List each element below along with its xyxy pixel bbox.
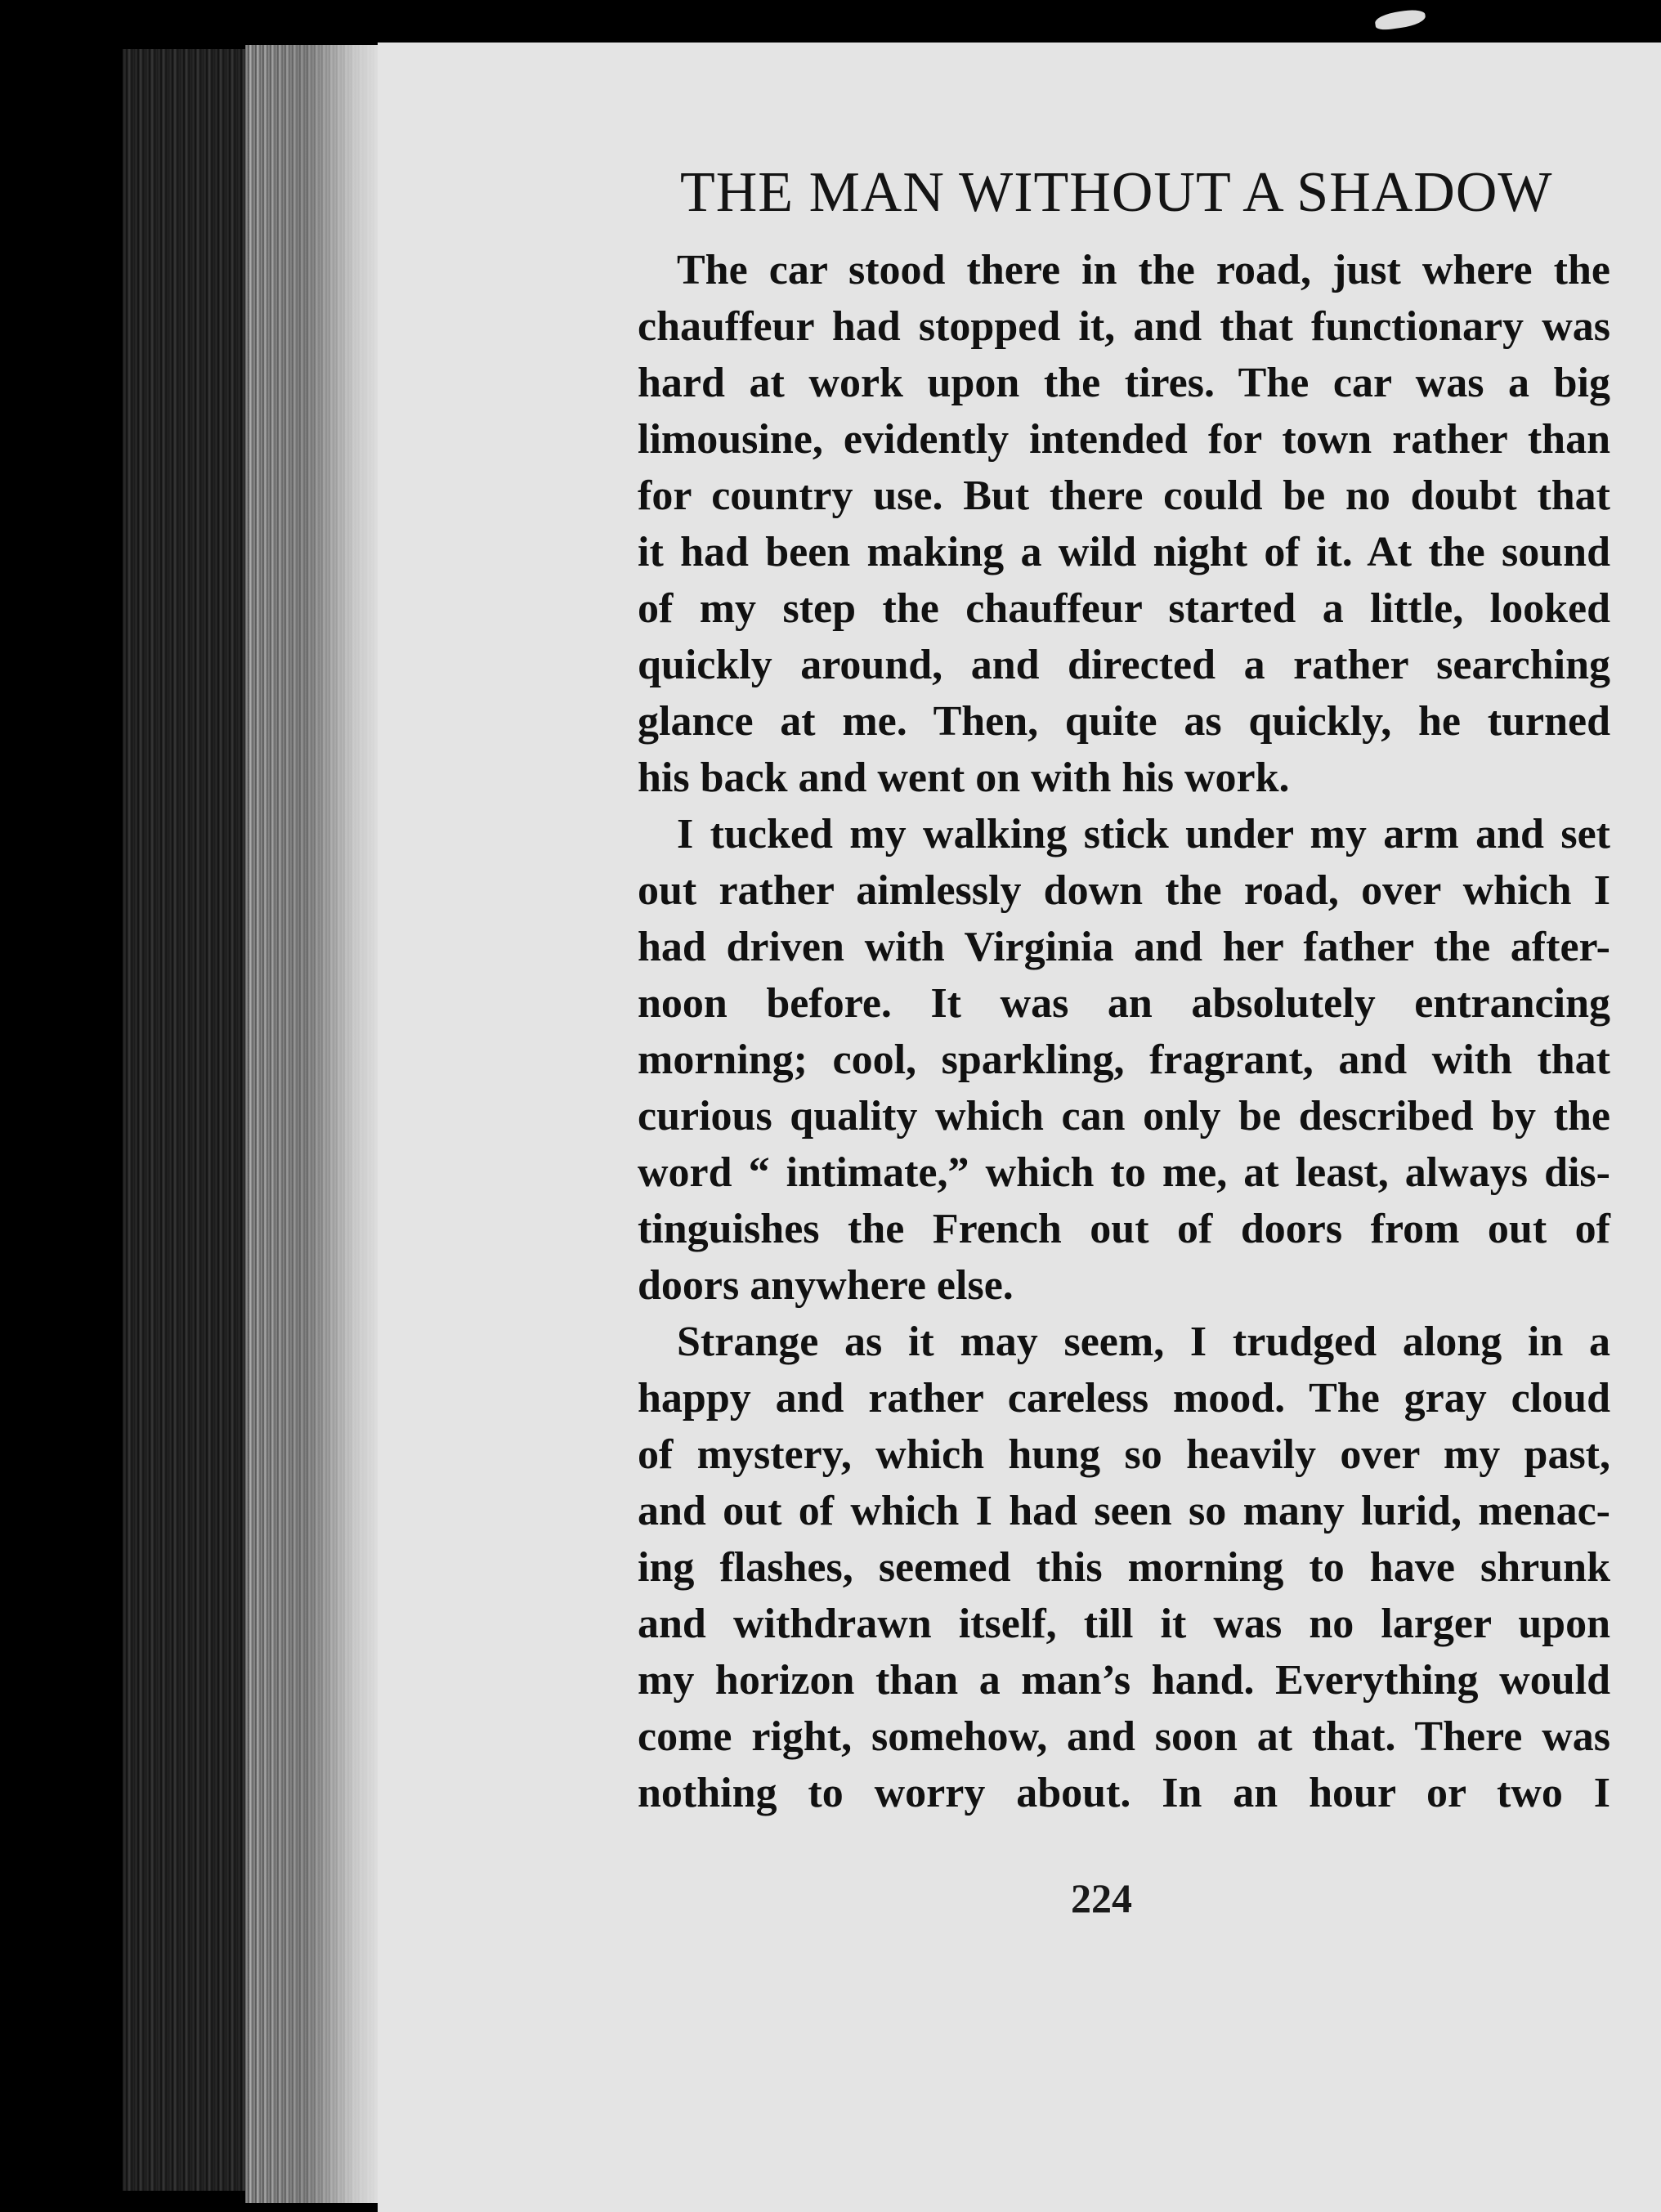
- text-line: hard at work upon the tires. The car was a big: [638, 360, 1610, 406]
- text-line: Strange as it may seem, I trudged along in a: [677, 1319, 1610, 1365]
- paragraph-2: [638, 806, 1610, 1314]
- body-text: [638, 242, 1610, 1821]
- text-line: my horizon than a man’s hand. Everything would: [638, 1657, 1610, 1704]
- text-line: quickly around, and directed a rather searching: [638, 642, 1610, 688]
- text-line: had driven with Virginia and her father the after-: [638, 924, 1610, 970]
- text-line: happy and rather careless mood. The gray cloud: [638, 1375, 1610, 1422]
- running-head: THE MAN WITHOUT A SHADOW: [680, 161, 1553, 224]
- text-line: morning; cool, sparkling, fragrant, and with that: [638, 1037, 1610, 1083]
- text-line: out rather aimlessly down the road, over which I: [638, 867, 1610, 914]
- book-page-edges-highlight: [245, 45, 384, 2203]
- text-line: of mystery, which hung so heavily over my past,: [638, 1431, 1610, 1478]
- scan-dust-speck: [1374, 8, 1426, 31]
- text-line: chauffeur had stopped it, and that functionary was: [638, 303, 1610, 350]
- text-line: of my step the chauffeur started a little, looked: [638, 585, 1610, 632]
- text-line: glance at me. Then, quite as quickly, he turned: [638, 698, 1610, 745]
- text-line: curious quality which can only be described by the: [638, 1093, 1610, 1140]
- text-line: doors anywhere else.: [638, 1262, 1014, 1309]
- text-line: noon before. It was an absolutely entrancing: [638, 980, 1610, 1027]
- text-line: and withdrawn itself, till it was no larger upon: [638, 1601, 1610, 1647]
- text-line: come right, somehow, and soon at that. There was: [638, 1713, 1610, 1760]
- text-line: The car stood there in the road, just where the: [677, 247, 1610, 293]
- page-number: 224: [1071, 1875, 1132, 1921]
- text-line: ing flashes, seemed this morning to have shrunk: [638, 1544, 1610, 1591]
- paragraph-3: [638, 1314, 1610, 1821]
- text-line: and out of which I had seen so many lurid, menac-: [638, 1488, 1610, 1534]
- text-line: it had been making a wild night of it. At the sound: [638, 529, 1610, 575]
- text-line: word “ intimate,” which to me, at least, always dis-: [638, 1149, 1610, 1196]
- text-line: nothing to worry about. In an hour or two I: [638, 1770, 1610, 1816]
- text-line: his back and went on with his work.: [638, 754, 1290, 801]
- text-line: I tucked my walking stick under my arm and set: [677, 811, 1610, 857]
- text-line: for country use. But there could be no doubt that: [638, 472, 1610, 519]
- paragraph-1: [638, 242, 1610, 806]
- text-line: limousine, evidently intended for town rather than: [638, 416, 1610, 463]
- text-line: tinguishes the French out of doors from out of: [638, 1206, 1610, 1252]
